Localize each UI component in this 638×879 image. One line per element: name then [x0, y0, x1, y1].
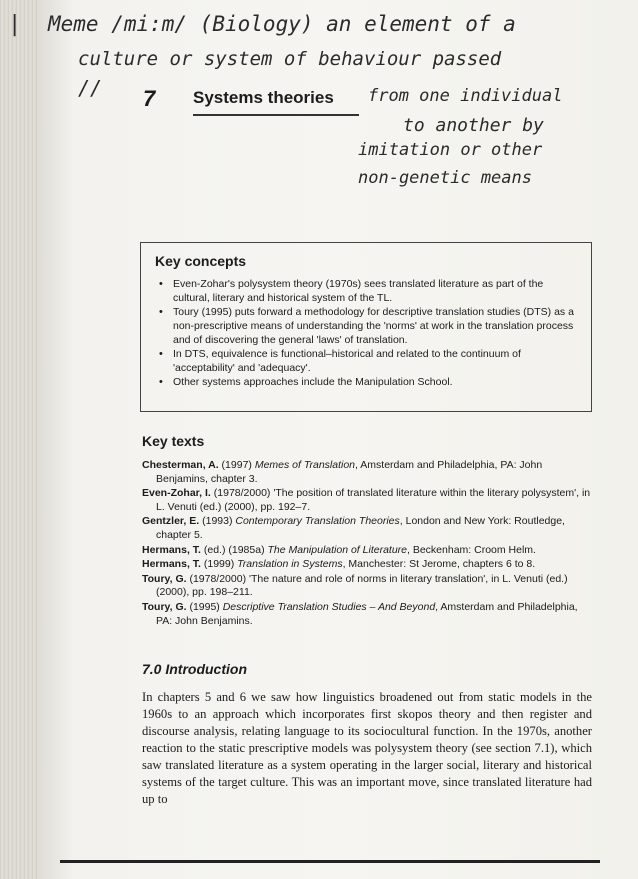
handwritten-margin-mark: | [8, 12, 22, 37]
reference-title: Memes of Translation [254, 459, 356, 471]
reference-entry [142, 487, 592, 514]
key-concepts-heading: Key concepts [155, 253, 247, 269]
reference-entry [142, 459, 592, 486]
reference-details: (1995) [186, 600, 223, 613]
reference-entry [142, 544, 592, 558]
reference-publisher: , London and New York: Routledge, chapter 5. [156, 515, 565, 541]
key-texts-heading: Key texts [142, 433, 205, 449]
page-bottom-edge [60, 860, 600, 863]
reference-title: The Manipulation of Literature [267, 543, 407, 556]
reference-details: (1999) [200, 558, 238, 571]
reference-author: Hermans, T. [142, 558, 201, 571]
key-concept-item: • Even-Zohar's polysystem theory (1970s) sees translated literature as part of the cultural, literary and historical system of the TL. [169, 277, 577, 305]
reference-publisher: , Beckenham: Croom Helm. [407, 543, 536, 556]
reference-author: Gentzler, E. [142, 515, 200, 528]
reference-publisher: , Amsterdam and Philadelphia, PA: John Benjamins. [156, 600, 578, 627]
reference-entry [142, 573, 592, 600]
reference-author: Chesterman, A. [142, 459, 219, 471]
key-concept-item: • Toury (1995) puts forward a methodology for descriptive translation studies (DTS) as a non-prescriptive means of understanding the 'norms' at work in the translation process and of discovering the general 'laws' of translation. [169, 305, 577, 347]
reference-author: Even-Zohar, I. [142, 487, 211, 500]
key-texts-section [142, 433, 592, 629]
key-concept-item: • In DTS, equivalence is functional–historical and related to the continuum of 'acceptability' and 'adequacy'. [169, 347, 577, 375]
book-spine [0, 0, 38, 879]
introduction-body: In chapters 5 and 6 we saw how linguistics broadened out from static models in the 1960s to an approach which incorporates first skopos theory and then register and discourse analysis, relating language to its sociocultural function. In the 1970s, another reaction to the static prescriptive models was polysystem theory (see section 7.1), which saw translated literature as a system operating in the larger social, literary and historical systems of the target culture. This was an important move, since translated literature had up to [142, 690, 592, 806]
reference-entry [142, 601, 592, 628]
reference-details: (1978/2000) 'The position of translated literature within the literary polysystem', in L. Venuti (ed.) (2000), pp. 192–7. [156, 487, 591, 513]
handwritten-note-line-6: non-genetic means [358, 168, 532, 188]
chapter-title-underline [193, 114, 359, 116]
handwritten-note-line-1: Meme /mi:m/ (Biology) an element of a [48, 12, 516, 36]
reference-title: Translation in Systems [237, 558, 343, 571]
chapter-number: 7 [143, 86, 156, 111]
reference-author: Toury, G. [142, 572, 187, 585]
reference-details: (1978/2000) 'The nature and role of norms in literary translation', in L. Venuti (ed.) (2000), pp. 198–211. [156, 572, 568, 599]
reference-author: Toury, G. [142, 600, 187, 613]
reference-author: Hermans, T. [142, 543, 201, 556]
handwritten-note-line-3: from one individual [368, 86, 563, 106]
chapter-title: Systems theories [193, 88, 334, 107]
reference-details: (ed.) (1985a) [200, 543, 268, 556]
key-concept-item: • Other systems approaches include the Manipulation School. [169, 375, 577, 389]
reference-publisher: , Amsterdam and Philadelphia, PA: John Benjamins, chapter 3. [156, 459, 543, 485]
key-concepts-list [155, 277, 577, 389]
handwritten-note-line-5: imitation or other [358, 140, 543, 160]
introduction-heading: 7.0 Introduction [142, 661, 247, 677]
handwritten-note-line-2: culture or system of behaviour passed [78, 48, 502, 70]
reference-entry [142, 515, 592, 542]
handwritten-note-line-4: to another by [403, 115, 544, 136]
key-concepts-box [140, 242, 592, 412]
reference-entry [142, 558, 592, 572]
reference-details: (1993) [199, 515, 236, 528]
reference-title: Descriptive Translation Studies – And Beyond [222, 600, 436, 613]
reference-publisher: , Manchester: St Jerome, chapters 6 to 8. [342, 558, 536, 571]
book-page [8, 0, 638, 879]
reference-details: (1997) [218, 459, 255, 471]
reference-title: Contemporary Translation Theories [235, 515, 400, 528]
handwritten-mark: // [78, 76, 103, 100]
